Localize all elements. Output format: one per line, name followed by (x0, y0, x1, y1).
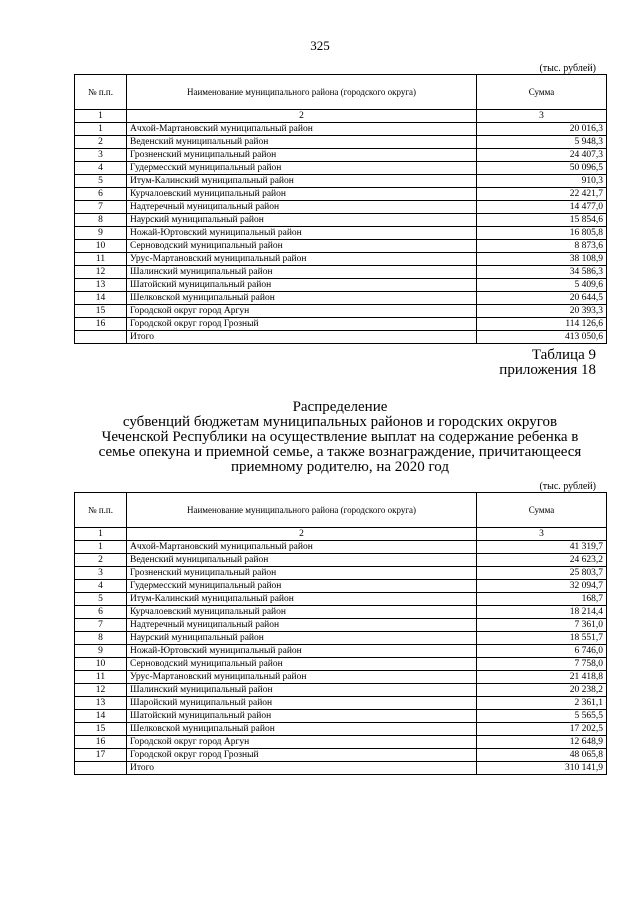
table-row (75, 593, 607, 606)
caption-line-2: приложения 18 (499, 362, 596, 378)
amount: 22 421,7 (477, 188, 607, 201)
table-row (75, 162, 607, 175)
amount: 7 361,0 (477, 619, 607, 632)
row-number: 9 (75, 227, 127, 240)
table-row (75, 632, 607, 645)
table2-body (75, 528, 607, 775)
amount: 20 238,2 (477, 684, 607, 697)
amount: 6 746,0 (477, 645, 607, 658)
row-number: 7 (75, 201, 127, 214)
table-row (75, 292, 607, 305)
table-row (75, 227, 607, 240)
table-row (75, 214, 607, 227)
table-row (75, 253, 607, 266)
district-name: Урус-Мартановский муниципальный район (127, 253, 477, 266)
amount: 20 393,3 (477, 305, 607, 318)
amount: 18 214,4 (477, 606, 607, 619)
table-row (75, 318, 607, 331)
amount: 8 873,6 (477, 240, 607, 253)
row-number: 1 (75, 541, 127, 554)
table-row (75, 671, 607, 684)
amount: 17 202,5 (477, 723, 607, 736)
title-line-5: приемному родителю, на 2020 год (231, 459, 449, 475)
row-number: 5 (75, 175, 127, 188)
total-label: Итого (127, 331, 477, 344)
column-number: 3 (477, 528, 607, 541)
district-name: Итум-Калинский муниципальный район (127, 593, 477, 606)
amount: 16 805,8 (477, 227, 607, 240)
row-number: 14 (75, 292, 127, 305)
title-line-4: семье опекуна и приемной семье, а также вознаграждение, причитающееся (98, 444, 582, 460)
row-number: 6 (75, 606, 127, 619)
district-name: Шатойский муниципальный район (127, 710, 477, 723)
table-row (75, 136, 607, 149)
district-name: Шалинский муниципальный район (127, 266, 477, 279)
total-label: Итого (127, 762, 477, 775)
district-name: Шелковской муниципальный район (127, 723, 477, 736)
district-name: Курчалоевский муниципальный район (127, 606, 477, 619)
row-number: 14 (75, 710, 127, 723)
row-number: 11 (75, 671, 127, 684)
row-number: 15 (75, 723, 127, 736)
total-blank-cell (75, 331, 127, 344)
table2-units: (тыс. рублей) (539, 481, 596, 492)
row-number: 13 (75, 279, 127, 292)
total-row (75, 331, 607, 344)
amount: 114 126,6 (477, 318, 607, 331)
district-name: Гудермесский муниципальный район (127, 580, 477, 593)
row-number: 4 (75, 580, 127, 593)
table1-body (75, 110, 607, 344)
column-numbers-row (75, 528, 607, 541)
column-numbers-row (75, 110, 607, 123)
table-row (75, 567, 607, 580)
table-row (75, 123, 607, 136)
row-number: 8 (75, 214, 127, 227)
row-number: 6 (75, 188, 127, 201)
row-number: 8 (75, 632, 127, 645)
district-name: Шелковской муниципальный район (127, 292, 477, 305)
table2 (74, 492, 607, 775)
table-row (75, 645, 607, 658)
row-number: 1 (75, 123, 127, 136)
header-sum: Сумма (477, 493, 607, 528)
total-blank-cell (75, 762, 127, 775)
amount: 32 094,7 (477, 580, 607, 593)
row-number: 3 (75, 149, 127, 162)
table-row (75, 619, 607, 632)
table-row (75, 658, 607, 671)
district-name: Ножай-Юртовский муниципальный район (127, 227, 477, 240)
total-row (75, 762, 607, 775)
header-number: № п.п. (75, 75, 127, 110)
row-number: 2 (75, 554, 127, 567)
title-line-3: Чеченской Республики на осуществление выплат на содержание ребенка в (101, 429, 579, 445)
district-name: Городской округ город Грозный (127, 318, 477, 331)
district-name: Веденский муниципальный район (127, 554, 477, 567)
district-name: Грозненский муниципальный район (127, 567, 477, 580)
amount: 21 418,8 (477, 671, 607, 684)
row-number: 7 (75, 619, 127, 632)
amount: 5 409,6 (477, 279, 607, 292)
amount: 15 854,6 (477, 214, 607, 227)
district-name: Городской округ город Аргун (127, 736, 477, 749)
amount: 168,7 (477, 593, 607, 606)
row-number: 4 (75, 162, 127, 175)
district-name: Надтеречный муниципальный район (127, 201, 477, 214)
total-amount: 310 141,9 (477, 762, 607, 775)
amount: 12 648,9 (477, 736, 607, 749)
row-number: 10 (75, 658, 127, 671)
amount: 14 477,0 (477, 201, 607, 214)
amount: 41 319,7 (477, 541, 607, 554)
column-number: 1 (75, 110, 127, 123)
row-number: 12 (75, 684, 127, 697)
amount: 18 551,7 (477, 632, 607, 645)
row-number: 12 (75, 266, 127, 279)
row-number: 3 (75, 567, 127, 580)
table1-units: (тыс. рублей) (539, 63, 596, 74)
title-line-2: субвенций бюджетам муниципальных районов и городских округов (122, 414, 558, 430)
column-number: 2 (127, 110, 477, 123)
column-number: 1 (75, 528, 127, 541)
district-name: Наурский муниципальный район (127, 632, 477, 645)
amount: 24 407,3 (477, 149, 607, 162)
amount: 20 644,5 (477, 292, 607, 305)
district-name: Урус-Мартановский муниципальный район (127, 671, 477, 684)
amount: 38 108,9 (477, 253, 607, 266)
header-name: Наименование муниципального района (городского округа) (127, 75, 477, 110)
table-row (75, 749, 607, 762)
amount: 5 565,5 (477, 710, 607, 723)
table-row (75, 279, 607, 292)
table-row (75, 580, 607, 593)
table-row (75, 541, 607, 554)
amount: 50 096,5 (477, 162, 607, 175)
district-name: Шатойский муниципальный район (127, 279, 477, 292)
district-name: Надтеречный муниципальный район (127, 619, 477, 632)
header-sum: Сумма (477, 75, 607, 110)
district-name: Курчалоевский муниципальный район (127, 188, 477, 201)
table1-header-row (75, 75, 607, 110)
amount: 5 948,3 (477, 136, 607, 149)
row-number: 15 (75, 305, 127, 318)
document-title (80, 400, 600, 475)
district-name: Городской округ город Аргун (127, 305, 477, 318)
table-row (75, 240, 607, 253)
header-number: № п.п. (75, 493, 127, 528)
table-row (75, 188, 607, 201)
district-name: Ачхой-Мартановский муниципальный район (127, 123, 477, 136)
table-row (75, 684, 607, 697)
row-number: 5 (75, 593, 127, 606)
district-name: Шаройский муниципальный район (127, 697, 477, 710)
table-row (75, 736, 607, 749)
row-number: 13 (75, 697, 127, 710)
column-number: 2 (127, 528, 477, 541)
district-name: Городской округ город Грозный (127, 749, 477, 762)
district-name: Веденский муниципальный район (127, 136, 477, 149)
district-name: Ножай-Юртовский муниципальный район (127, 645, 477, 658)
table-row (75, 723, 607, 736)
row-number: 2 (75, 136, 127, 149)
district-name: Наурский муниципальный район (127, 214, 477, 227)
table-row (75, 149, 607, 162)
table2-header-row (75, 493, 607, 528)
table-row (75, 266, 607, 279)
row-number: 17 (75, 749, 127, 762)
amount: 7 758,0 (477, 658, 607, 671)
row-number: 9 (75, 645, 127, 658)
caption-line-1: Таблица 9 (531, 347, 596, 363)
amount: 25 803,7 (477, 567, 607, 580)
district-name: Гудермесский муниципальный район (127, 162, 477, 175)
amount: 24 623,2 (477, 554, 607, 567)
amount: 34 586,3 (477, 266, 607, 279)
district-name: Шалинский муниципальный район (127, 684, 477, 697)
column-number: 3 (477, 110, 607, 123)
table-row (75, 606, 607, 619)
header-name: Наименование муниципального района (городского округа) (127, 493, 477, 528)
district-name: Серноводский муниципальный район (127, 658, 477, 671)
page-number: 325 (310, 38, 330, 53)
table-row (75, 697, 607, 710)
amount: 48 065,8 (477, 749, 607, 762)
row-number: 16 (75, 318, 127, 331)
row-number: 11 (75, 253, 127, 266)
district-name: Ачхой-Мартановский муниципальный район (127, 541, 477, 554)
table-row (75, 305, 607, 318)
total-amount: 413 050,6 (477, 331, 607, 344)
title-line-1: Распределение (292, 399, 388, 415)
district-name: Серноводский муниципальный район (127, 240, 477, 253)
row-number: 10 (75, 240, 127, 253)
table1 (74, 74, 607, 344)
district-name: Грозненский муниципальный район (127, 149, 477, 162)
row-number: 16 (75, 736, 127, 749)
amount: 20 016,3 (477, 123, 607, 136)
amount: 910,3 (477, 175, 607, 188)
amount: 2 361,1 (477, 697, 607, 710)
table-row (75, 175, 607, 188)
table-row (75, 554, 607, 567)
district-name: Итум-Калинский муниципальный район (127, 175, 477, 188)
table-row (75, 201, 607, 214)
table-row (75, 710, 607, 723)
table-caption (499, 348, 596, 378)
